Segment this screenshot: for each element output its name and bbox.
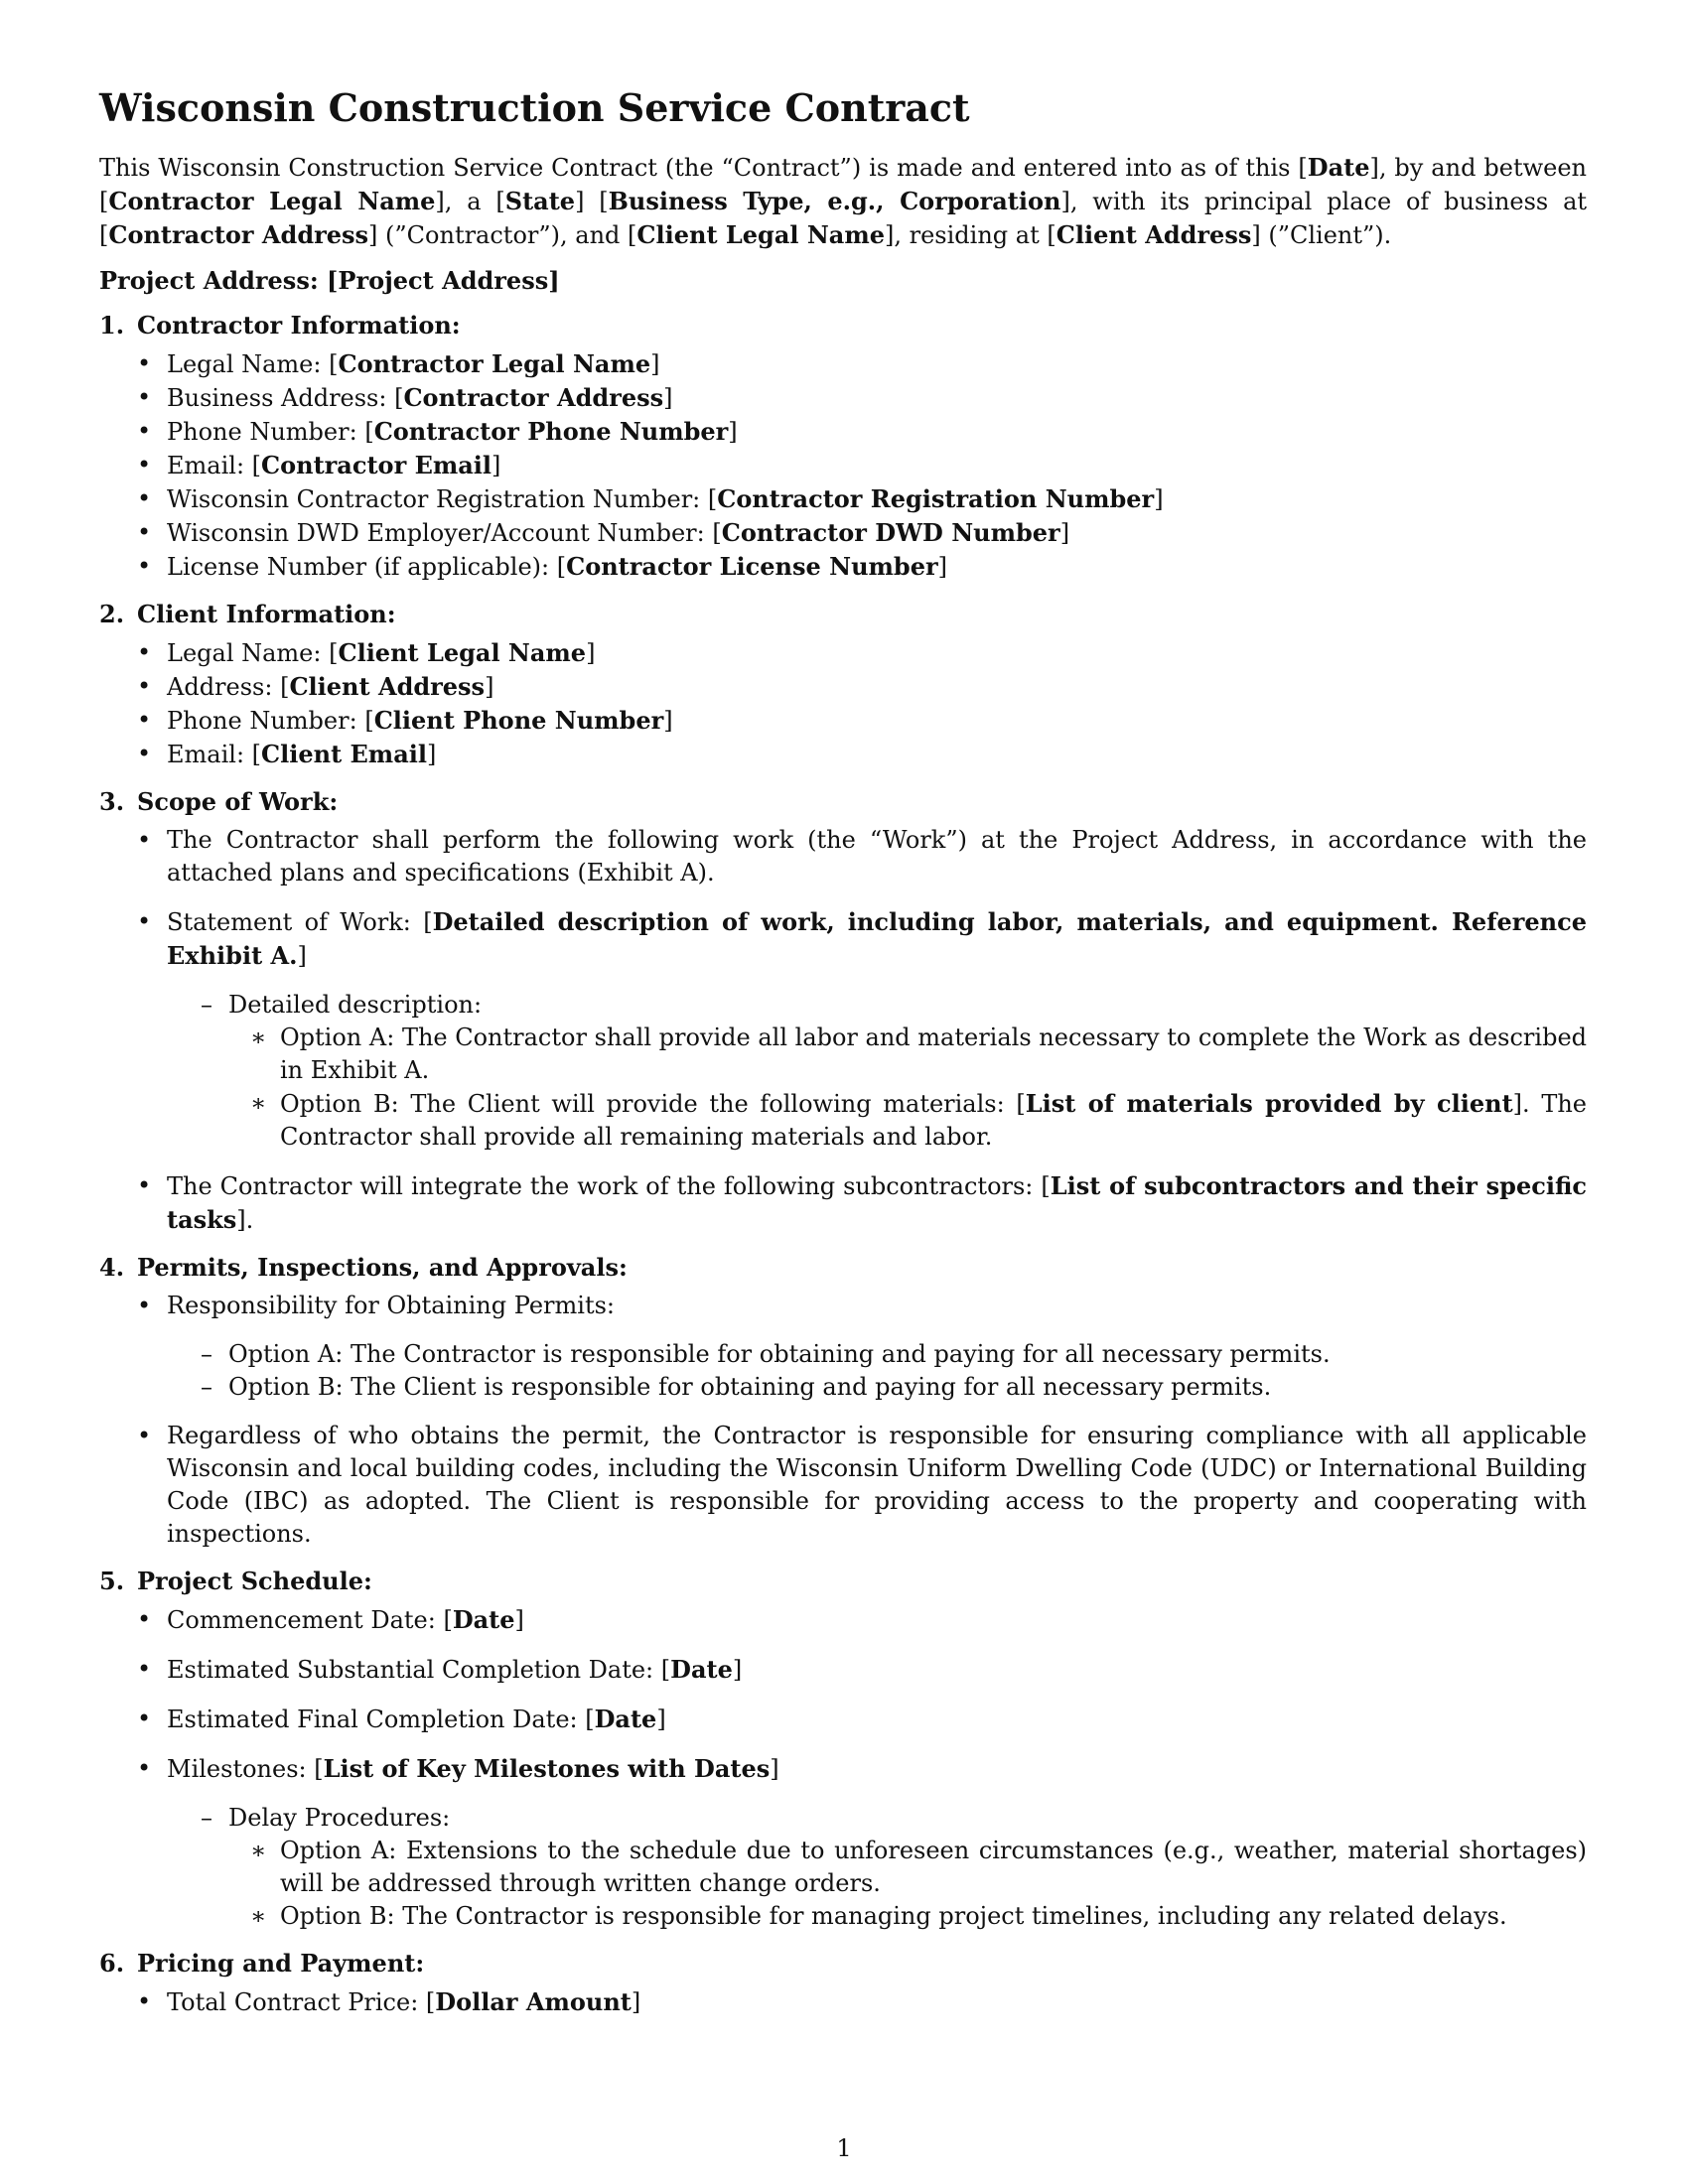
list-item: • Regardless of who obtains the permit, the Contractor is responsible for ensuring compliance with all applicable Wisconsin and local building codes, including the Wisconsin Uniform Dwelling Code (UDC) or International Building Code (IBC) as adopted. The Client is responsible for providing access to the property and cooperating with inspections. xyxy=(99,1420,1587,1551)
list-item: • Estimated Final Completion Date: [Date] xyxy=(99,1703,1587,1736)
option-item: ∗ Option B: The Client will provide the following materials: [List of materials provided by client]. The Contractor shall provide all remaining materials and labor. xyxy=(99,1087,1587,1154)
schedule-list xyxy=(99,1603,1587,1786)
option-item: ∗ Option B: The Contractor is responsible for managing project timelines, including any related delays. xyxy=(99,1900,1587,1933)
section-heading-project-schedule: 5. Project Schedule: xyxy=(99,1566,372,1595)
scope-options-list xyxy=(99,1022,1587,1154)
section-heading-pricing: 6. Pricing and Payment: xyxy=(99,1948,425,1978)
list-item: • Milestones: [List of Key Milestones with Dates] xyxy=(99,1752,1587,1786)
intro-paragraph: This Wisconsin Construction Service Contract (the “Contract”) is made and entered into as of this [Date], by and between [Contractor Legal Name], a [State] [Business Type, e.g., Corporation], with its principal place of business at [Contractor Address] (”Contractor”), and [Client Legal Name], residing at [Client Address] (”Client”). xyxy=(99,152,1588,249)
section-heading-scope-of-work: 3. Scope of Work: xyxy=(99,786,339,816)
document-title: Wisconsin Construction Service Contract xyxy=(99,85,970,130)
option-item: – Option B: The Client is responsible for obtaining and paying for all necessary permits. xyxy=(99,1371,1587,1404)
permits-compliance-list xyxy=(99,1420,1587,1551)
list-item: • Email: [Contractor Email] xyxy=(99,449,1587,482)
client-info-list xyxy=(99,636,1587,771)
option-item: – Option A: The Contractor is responsible for obtaining and paying for all necessary permits. xyxy=(99,1338,1587,1371)
list-item: • Wisconsin DWD Employer/Account Number: [Contractor DWD Number] xyxy=(99,516,1587,550)
option-item: ∗ Option A: Extensions to the schedule due to unforeseen circumstances (e.g., weather, material shortages) will be addressed through written change orders. xyxy=(99,1835,1587,1900)
pricing-list xyxy=(99,1985,1587,2019)
list-item: • Address: [Client Address] xyxy=(99,670,1587,704)
schedule-options-list xyxy=(99,1835,1587,1933)
page-number: 1 xyxy=(836,2134,852,2162)
list-item: • Statement of Work: [Detailed description of work, including labor, materials, and equipment. Reference Exhibit A.] xyxy=(99,905,1587,973)
scope-subcontractors-list xyxy=(99,1169,1587,1237)
permits-options-list xyxy=(99,1338,1587,1404)
sub-list-item: – Delay Procedures: xyxy=(99,1802,1587,1835)
contractor-info-list xyxy=(99,347,1587,584)
permits-list xyxy=(99,1290,1587,1322)
list-item: • Wisconsin Contractor Registration Number: [Contractor Registration Number] xyxy=(99,482,1587,516)
list-item: • Total Contract Price: [Dollar Amount] xyxy=(99,1985,1587,2019)
list-item: • The Contractor will integrate the work of the following subcontractors: [List of subcontractors and their specific tasks]. xyxy=(99,1169,1587,1237)
list-item: • Legal Name: [Client Legal Name] xyxy=(99,636,1587,670)
list-item: • Phone Number: [Client Phone Number] xyxy=(99,704,1587,738)
option-item: ∗ Option A: The Contractor shall provide all labor and materials necessary to complete the Work as described in Exhibit A. xyxy=(99,1022,1587,1087)
list-item: • Phone Number: [Contractor Phone Number] xyxy=(99,415,1587,449)
section-heading-permits: 4. Permits, Inspections, and Approvals: xyxy=(99,1252,628,1282)
list-item: • Estimated Substantial Completion Date: [Date] xyxy=(99,1653,1587,1687)
schedule-sublist xyxy=(99,1802,1587,1835)
section-heading-contractor-info: 1. Contractor Information: xyxy=(99,310,461,340)
scope-of-work-list xyxy=(99,824,1587,973)
contract-page xyxy=(99,85,1587,2019)
scope-sublist xyxy=(99,989,1587,1022)
list-item: • Legal Name: [Contractor Legal Name] xyxy=(99,347,1587,381)
section-heading-client-info: 2. Client Information: xyxy=(99,599,396,628)
list-item: • Commencement Date: [Date] xyxy=(99,1603,1587,1637)
list-item: • The Contractor shall perform the following work (the “Work”) at the Project Address, in accordance with the attached plans and specifications (Exhibit A). xyxy=(99,824,1587,889)
list-item: • License Number (if applicable): [Contractor License Number] xyxy=(99,550,1587,584)
list-item: • Business Address: [Contractor Address] xyxy=(99,381,1587,415)
sub-list-item: – Detailed description: xyxy=(99,989,1587,1022)
list-item: • Responsibility for Obtaining Permits: xyxy=(99,1290,1587,1322)
list-item: • Email: [Client Email] xyxy=(99,738,1587,771)
project-address: Project Address: [Project Address] xyxy=(99,265,560,295)
